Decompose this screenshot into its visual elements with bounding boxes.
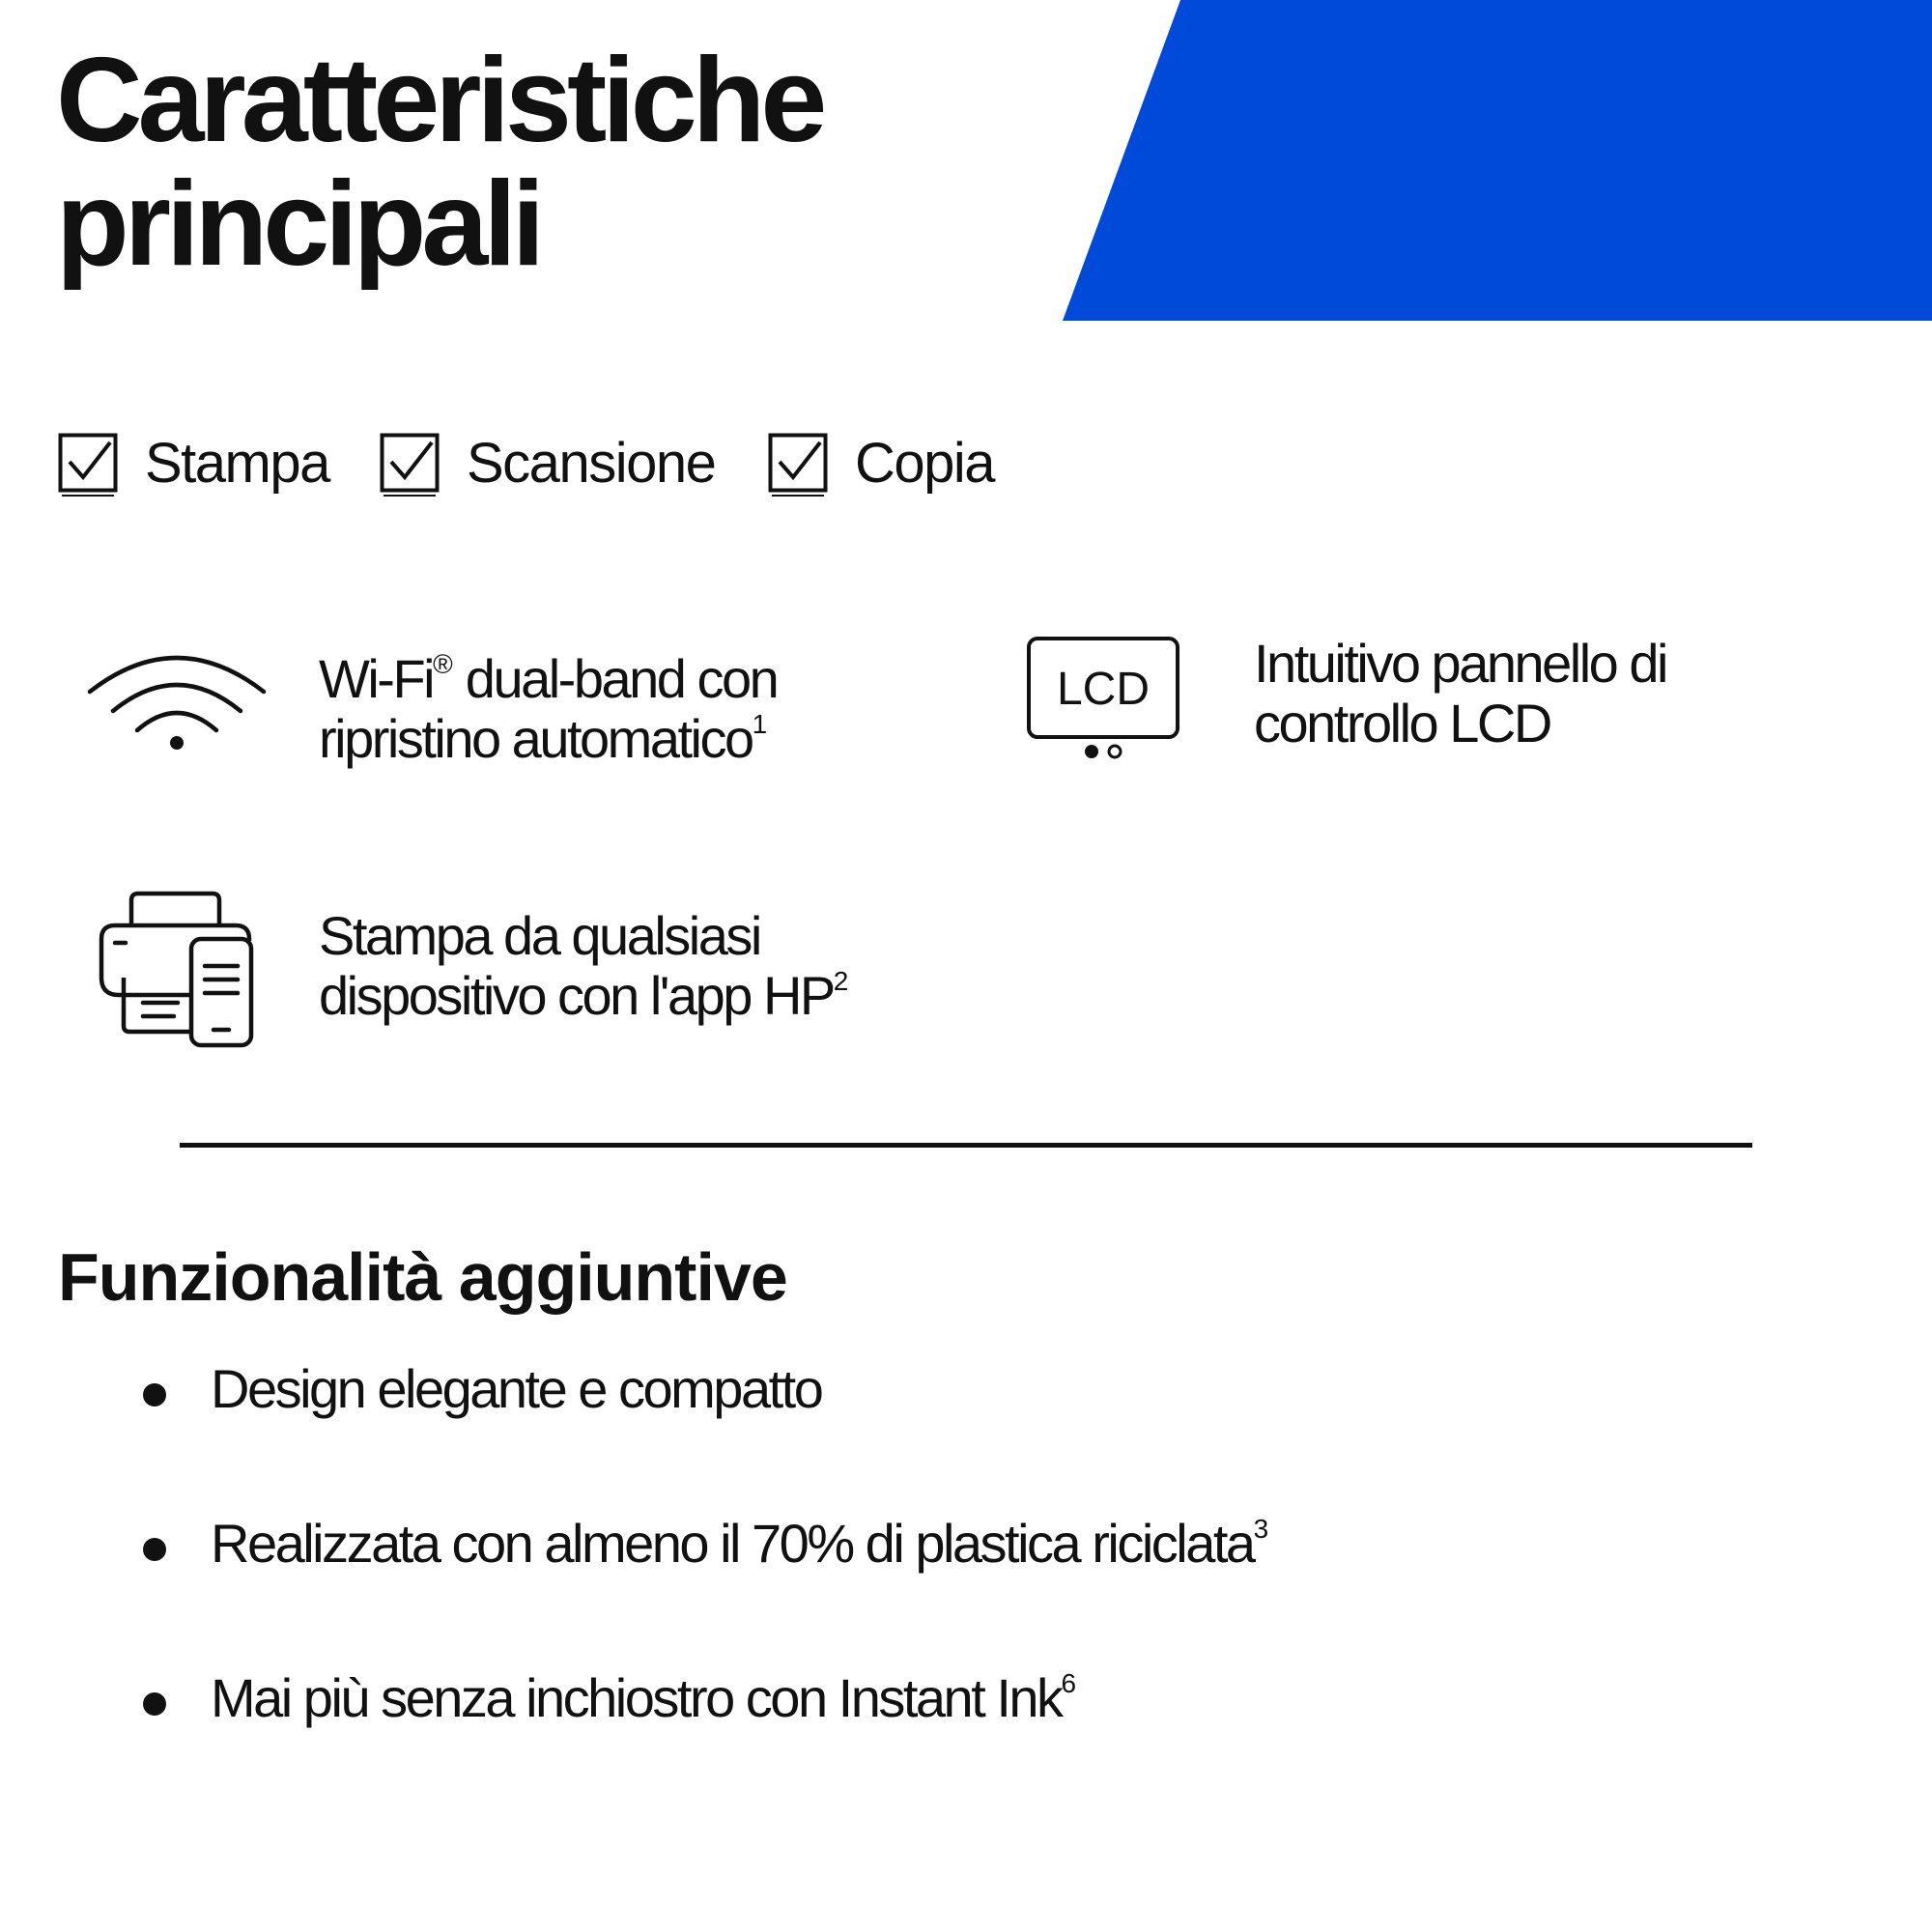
printer-phone-icon [97, 889, 257, 1049]
feature-lcd-line1: Intuitivo pannello di [1254, 633, 1666, 694]
lcd-panel-icon [1026, 636, 1180, 763]
feature-app-line2: dispositivo con l'app $HP^2$ [319, 965, 849, 1026]
list-item-text: Realizzata con almeno il 70% di plastica riciclata$^3$ [211, 1513, 1269, 1574]
feature-wifi-line1: Wi-Fi® dual-band con [319, 648, 778, 709]
feature-lcd-line2: controllo LCD [1254, 693, 1550, 753]
function-label: Copia [855, 432, 995, 495]
page-title [56, 34, 823, 291]
feature-wifi-text [319, 649, 777, 769]
registered-mark: ® [433, 648, 453, 679]
section-divider [180, 1143, 1752, 1148]
bullet-icon [143, 1538, 166, 1561]
function-label: Scansione [467, 432, 716, 495]
bullet-icon [143, 1692, 166, 1716]
blue-accent-shape [1063, 0, 1932, 321]
feature-app-line1: Stampa da qualsiasi [319, 905, 760, 966]
function-label: Stampa [145, 432, 329, 495]
feature-lcd-text [1254, 634, 1666, 753]
checkbox-checked-icon [58, 433, 120, 498]
wifi-icon [87, 645, 267, 759]
lcd-icon-text: LCD [1056, 664, 1151, 715]
extras-title: Funzionalità aggiuntive [58, 1239, 787, 1315]
page-title-line2: principali [56, 157, 541, 291]
list-item-text: Design elegante e compatto [211, 1358, 822, 1419]
page-title-line1: Caratteristiche [56, 34, 823, 167]
bullet-icon [143, 1383, 166, 1406]
list-item-text: Mai più senza inchiostro con Instant Ink$^6$ [211, 1667, 1077, 1728]
feature-app-text [319, 906, 848, 1026]
checkbox-checked-icon [380, 433, 441, 498]
checkbox-checked-icon [768, 433, 830, 498]
feature-wifi-line2: ripristino automatico$^1$ [319, 708, 768, 769]
footnote-marker: 2 [833, 965, 849, 996]
footnote-marker: 1 [752, 708, 768, 739]
footnote-marker: 6 [1061, 1667, 1077, 1698]
footnote-marker: 3 [1253, 1513, 1269, 1544]
